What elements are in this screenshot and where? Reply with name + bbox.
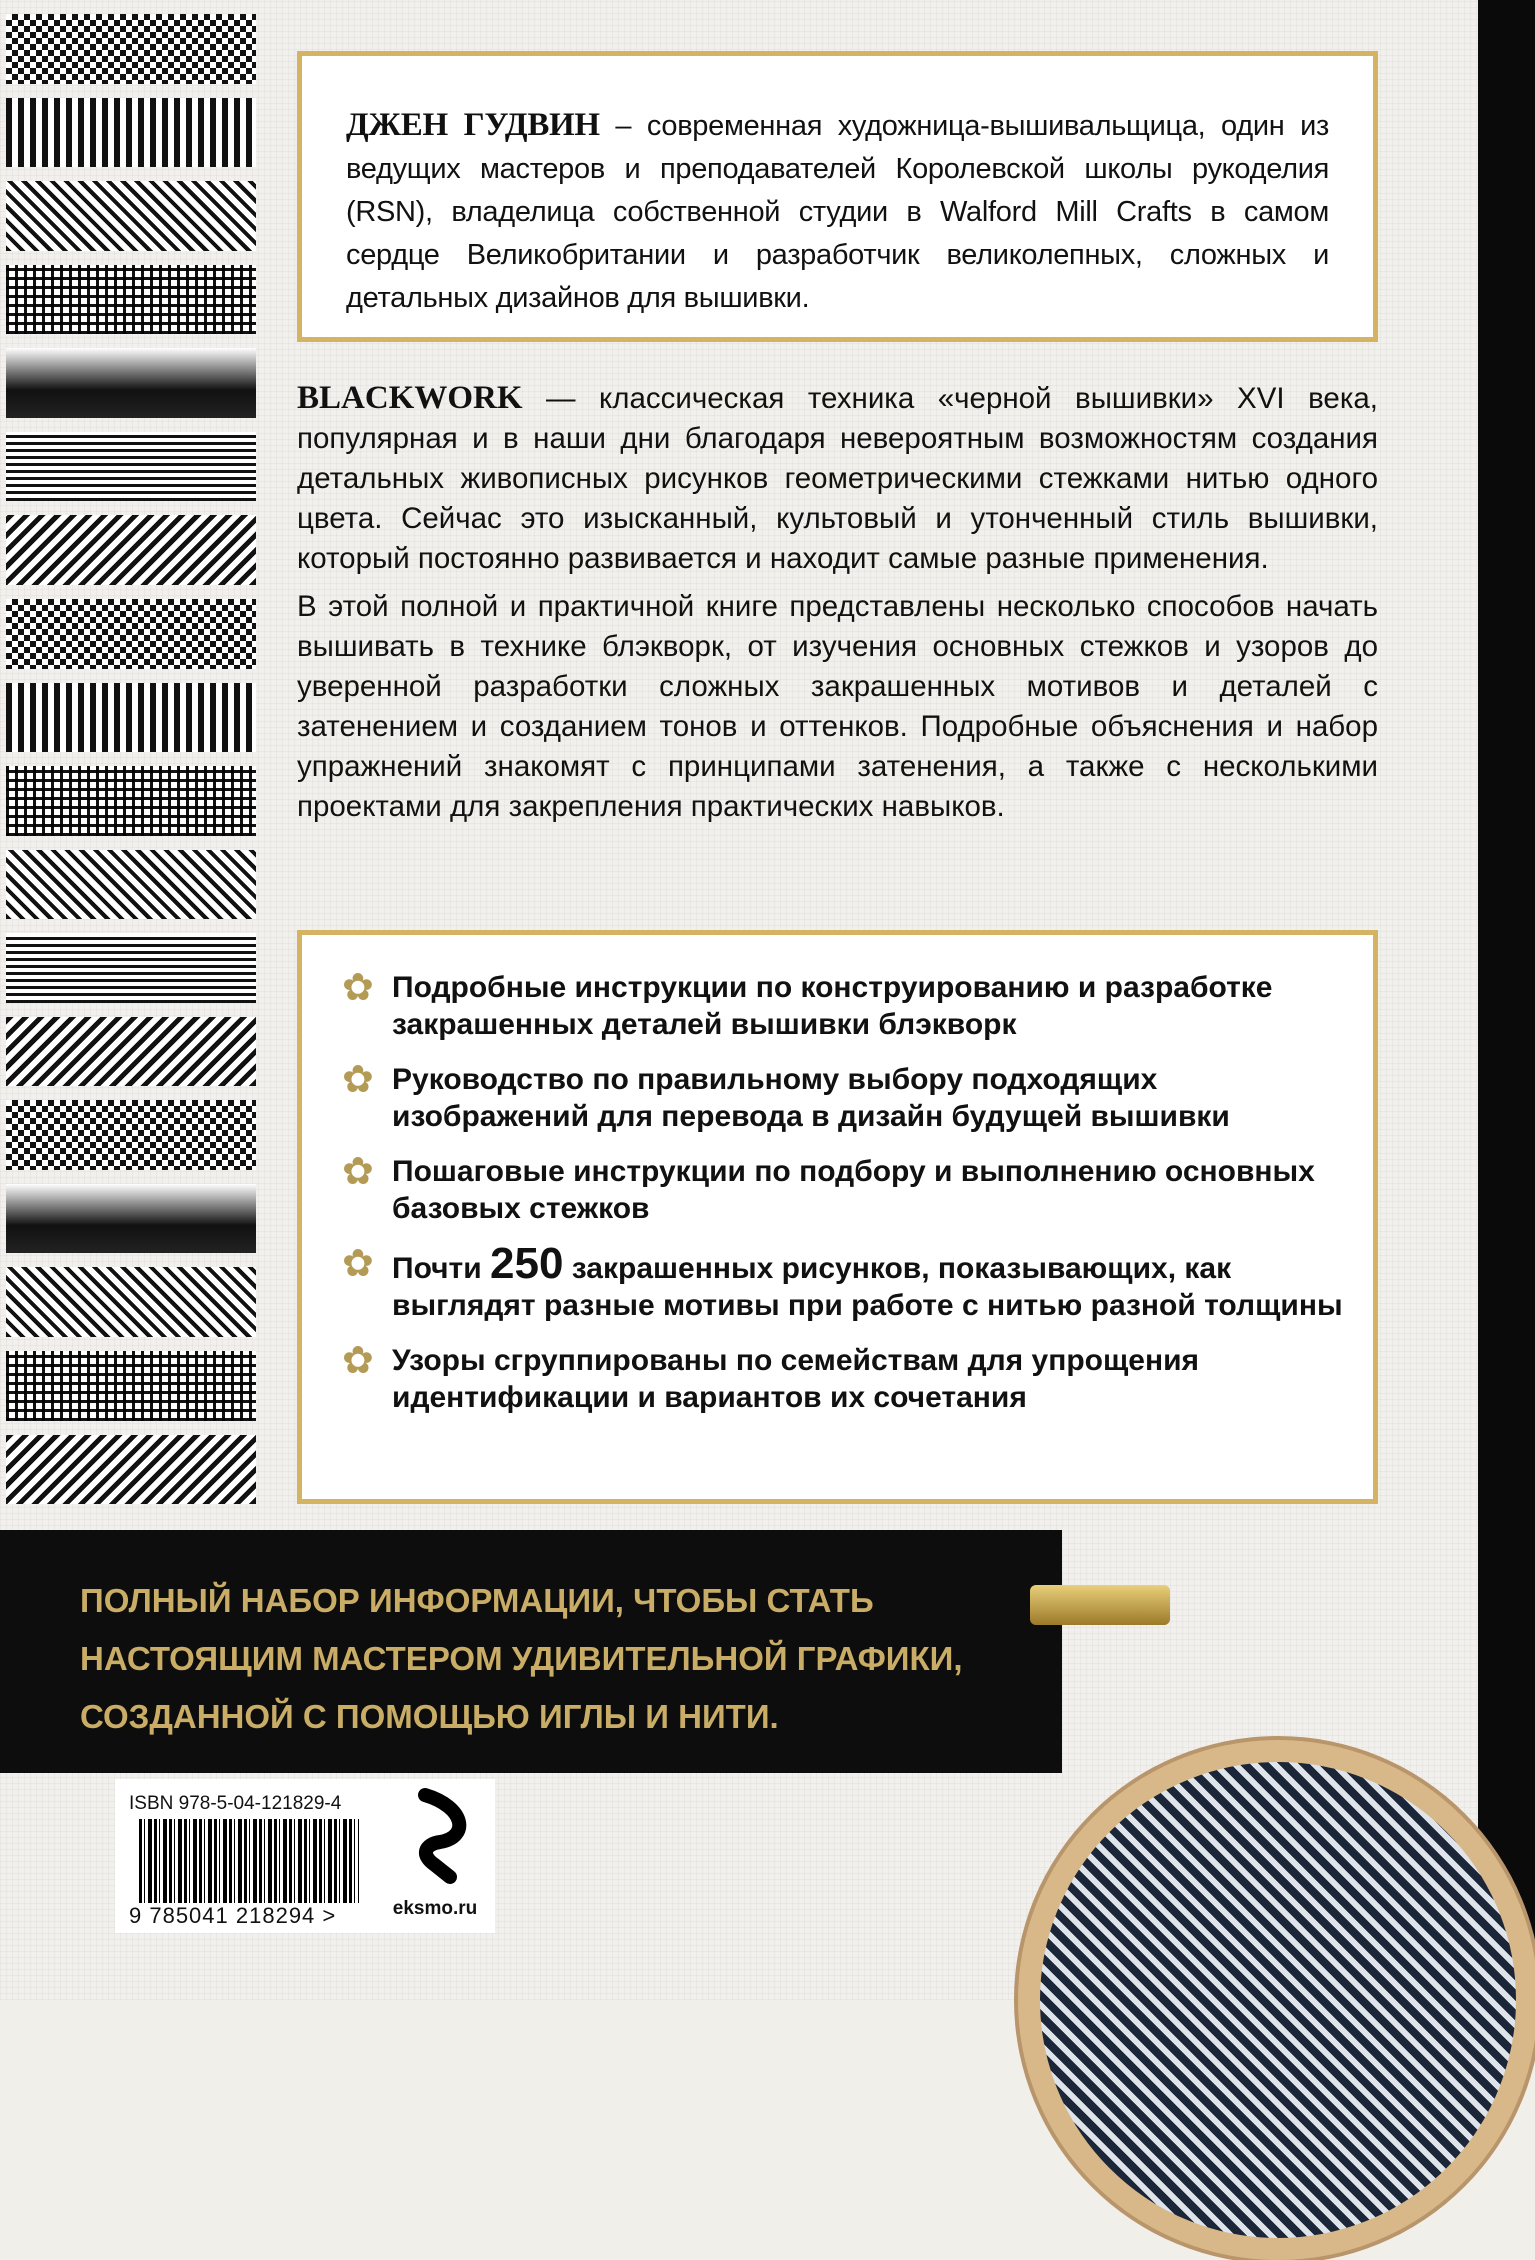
pattern-band xyxy=(6,850,256,920)
pattern-band xyxy=(6,766,256,836)
author-bio xyxy=(346,104,1329,320)
book-description xyxy=(297,378,1378,827)
feature-text: Узоры сгруппированы по семействам для упрощения идентификации и вариантов их сочетания xyxy=(392,1344,1200,1414)
tagline-band xyxy=(0,1530,1062,1773)
flower-icon: ✿ xyxy=(342,1340,374,1382)
barcode-digits: 9 785041 218294 > xyxy=(129,1903,337,1928)
intro-paragraph xyxy=(297,378,1378,579)
feature-prefix: Почти xyxy=(392,1252,491,1285)
embroidery-hoop-image xyxy=(1018,1740,1535,2260)
pattern-band xyxy=(6,265,256,335)
intro-text: — классическая техника «черной вышивки» XVI века, популярная и в наши дни благодаря невероятным возможностям создания детальных живописных рисунков геометрическими стежками нитью одного цвета. Сейчас это изысканный, культовый и утонченный стиль вышивки, который постоянно развивается и находит самые разные применения. xyxy=(297,382,1378,575)
pattern-band xyxy=(6,14,256,84)
author-description: – современная художница-вышивальщица, один из ведущих мастеров и преподавателей Королевской школы рукоделия (RSN), владелица собственной студии в Walford Mill Crafts в самом сердце Великобритании и разработчик великолепных, сложных и детальных дизайнов для вышивки. xyxy=(346,110,1329,314)
pattern-band xyxy=(6,1100,256,1170)
pattern-band xyxy=(6,432,256,502)
feature-text: Подробные инструкции по конструированию и разработке закрашенных деталей вышивки блэкворк xyxy=(392,971,1273,1041)
barcode-panel xyxy=(115,1779,495,1933)
feature-text: Руководство по правильному выбору подходящих изображений для перевода в дизайн будущей вышивки xyxy=(392,1063,1230,1133)
tagline-line: ПОЛНЫЙ НАБОР ИНФОРМАЦИИ, ЧТОБЫ СТАТЬ xyxy=(80,1582,874,1619)
feature-item xyxy=(342,969,1343,1043)
book-spine-edge xyxy=(1478,0,1535,2000)
pattern-band xyxy=(6,515,256,585)
pattern-band xyxy=(6,1267,256,1337)
pattern-band xyxy=(6,98,256,168)
pattern-band xyxy=(6,348,256,418)
flower-icon: ✿ xyxy=(342,1151,374,1193)
feature-suffix: закрашенных рисунков, показывающих, как выглядят разные мотивы при работе с нитью разной толщины xyxy=(392,1252,1343,1322)
pattern-band xyxy=(6,599,256,669)
eksmo-logo-icon xyxy=(395,1787,475,1887)
feature-item xyxy=(342,1061,1343,1135)
feature-item xyxy=(342,1153,1343,1227)
feature-item xyxy=(342,1342,1343,1416)
pattern-band xyxy=(6,181,256,251)
feature-text: Пошаговые инструкции по подбору и выполнению основных базовых стежков xyxy=(392,1155,1315,1225)
isbn-text: ISBN 978-5-04-121829-4 xyxy=(129,1793,342,1814)
feature-text xyxy=(392,1239,1343,1324)
pattern-band xyxy=(6,1351,256,1421)
flower-icon: ✿ xyxy=(342,1059,374,1101)
author-name: ДЖЕН ГУДВИН xyxy=(346,107,600,143)
features-box xyxy=(297,930,1378,1504)
publisher-url: eksmo.ru xyxy=(392,1898,478,1919)
blackwork-pattern-strip xyxy=(6,14,256,1504)
pattern-band xyxy=(6,683,256,753)
tagline-line: НАСТОЯЩИМ МАСТЕРОМ УДИВИТЕЛЬНОЙ ГРАФИКИ, xyxy=(80,1640,963,1677)
tagline-line: СОЗДАННОЙ С ПОМОЩЬЮ ИГЛЫ И НИТИ. xyxy=(80,1698,779,1735)
blackwork-term: BLACKWORK xyxy=(297,380,523,416)
pattern-band xyxy=(6,1435,256,1505)
author-box xyxy=(297,51,1378,342)
feature-item xyxy=(342,1239,1343,1324)
flower-icon: ✿ xyxy=(342,1243,374,1285)
flower-icon: ✿ xyxy=(342,967,374,1009)
pattern-band xyxy=(6,1184,256,1254)
hoop-screw xyxy=(1030,1585,1170,1625)
pattern-count: 250 xyxy=(490,1239,564,1288)
pattern-band xyxy=(6,1017,256,1087)
barcode xyxy=(139,1819,359,1903)
pattern-band xyxy=(6,933,256,1003)
publisher-logo xyxy=(385,1787,485,1920)
intro-paragraph-2: В этой полной и практичной книге представлены несколько способов начать вышивать в технике блэкворк, от изучения основных стежков и узоров до уверенной разработки сложных закрашенных мотивов и деталей с затенением и созданием тонов и оттенков. Подробные объяснения и набор упражнений знакомят с принципами затенения, а также с несколькими проектами для закрепления практических навыков. xyxy=(297,590,1378,823)
